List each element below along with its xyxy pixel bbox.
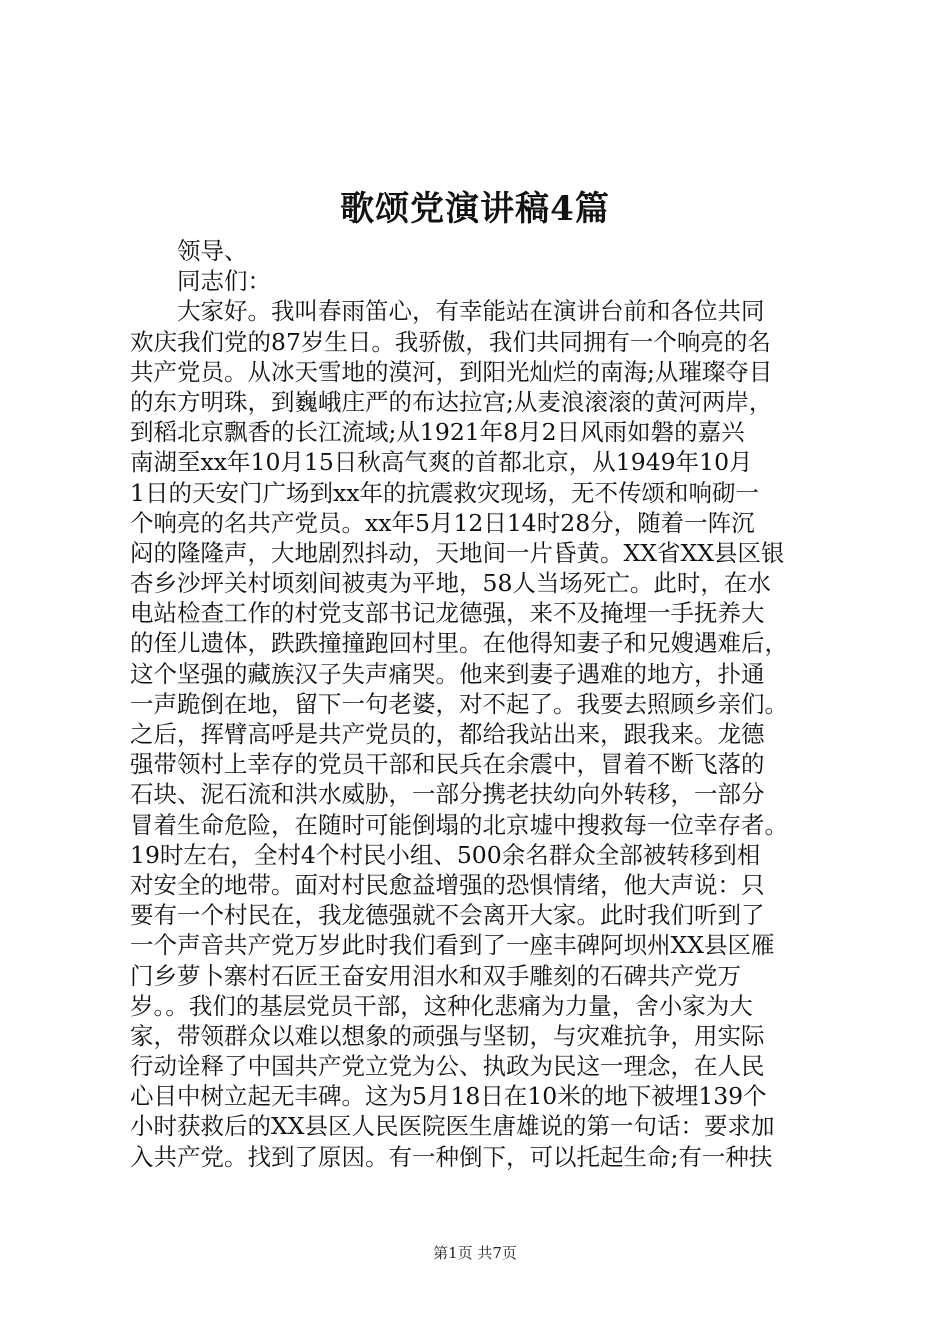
text-line: 杏乡沙坪关村顷刻间被夷为平地，58人当场死亡。此时，在水 [130, 569, 771, 598]
text-line: 共产党员。从冰天雪地的漠河，到阳光灿烂的南海;从璀璨夺目 [130, 357, 773, 386]
text-line: 到稻北京飘香的长江流域;从1921年8月2日风雨如磐的嘉兴 [130, 418, 745, 447]
text-line: 冒着生命危险，在随时可能倒塌的北京墟中搜救每一位幸存者。 [130, 810, 788, 839]
text-line: 大家好。我叫春雨笛心，有幸能站在演讲台前和各位共同 [130, 297, 765, 326]
text-line: 对安全的地带。面对村民愈益增强的恐惧情绪，他大声说：只 [130, 870, 765, 899]
text-line: 岁。。我们的基层党员干部，这种化悲痛为力量，舍小家为大 [130, 991, 753, 1020]
text-line: 南湖至xx年10月15日秋高气爽的首都北京，从1949年10月 [130, 448, 753, 477]
text-line: 电站检查工作的村党支部书记龙德强，来不及掩埋一手抚养大 [130, 599, 765, 628]
text-line: 要有一个村民在，我龙德强就不会离开大家。此时我们听到了 [130, 901, 765, 930]
text-line: 心目中树立起无丰碑。这为5月18日在10米的地下被埋139个 [130, 1082, 767, 1111]
text-line: 强带领村上幸存的党员干部和民兵在余震中，冒着不断飞落的 [130, 750, 765, 779]
document-title: 歌颂党演讲稿4篇 [340, 189, 610, 229]
text-line: 之后，挥臂高呼是共产党员的，都给我站出来，跟我来。龙德 [130, 720, 765, 748]
text-line: 门乡萝卜寨村石匠王奋安用泪水和双手雕刻的石碑共产党万 [130, 961, 741, 990]
text-line: 19时左右，全村4个村民小组、500余名群众全部被转移到相 [130, 840, 761, 869]
text-line: 行动诠释了中国共产党立党为公、执政为民这一理念，在人民 [130, 1052, 765, 1081]
text-line: 小时获救后的XX县区人民医院医生唐雄说的第一句话：要求加 [130, 1112, 775, 1141]
text-line: 1日的天安门广场到xx年的抗震救灾现场，无不传颂和响砌一 [130, 478, 759, 507]
text-line: 家，带领群众以难以想象的顽强与坚韧，与灾难抗争，用实际 [130, 1021, 765, 1050]
speech-body [130, 236, 830, 1172]
text-line: 石块、泥石流和洪水威胁，一部分携老扶幼向外转移，一部分 [130, 780, 765, 809]
text-line: 个响亮的名共产党员。xx年5月12日14时28分，随着一阵沉 [130, 508, 755, 537]
page-footer: 第1页 共7页 [433, 1244, 517, 1262]
text-line: 领导、 [130, 237, 248, 265]
text-line: 欢庆我们党的87岁生日。我骄傲，我们共同拥有一个响亮的名 [130, 327, 771, 356]
text-line: 入共产党。找到了原因。有一种倒下，可以托起生命;有一种扶 [130, 1142, 773, 1171]
text-line: 一个声音共产党万岁此时我们看到了一座丰碑阿坝州XX县区雁 [130, 931, 775, 960]
text-line: 的侄儿遗体，跌跌撞撞跑回村里。在他得知妻子和兄嫂遇难后， [130, 629, 788, 658]
text-line: 一声跪倒在地，留下一句老婆，对不起了。我要去照顾乡亲们。 [130, 689, 788, 718]
text-line: 的东方明珠，到巍峨庄严的布达拉宫;从麦浪滚滚的黄河两岸， [130, 387, 773, 416]
text-line: 闷的隆隆声，大地剧烈抖动，天地间一片昏黄。XX省XX县区银 [130, 538, 785, 567]
text-line: 这个坚强的藏族汉子失声痛哭。他来到妻子遇难的地方，扑通 [130, 659, 765, 688]
text-line: 同志们： [130, 267, 271, 296]
